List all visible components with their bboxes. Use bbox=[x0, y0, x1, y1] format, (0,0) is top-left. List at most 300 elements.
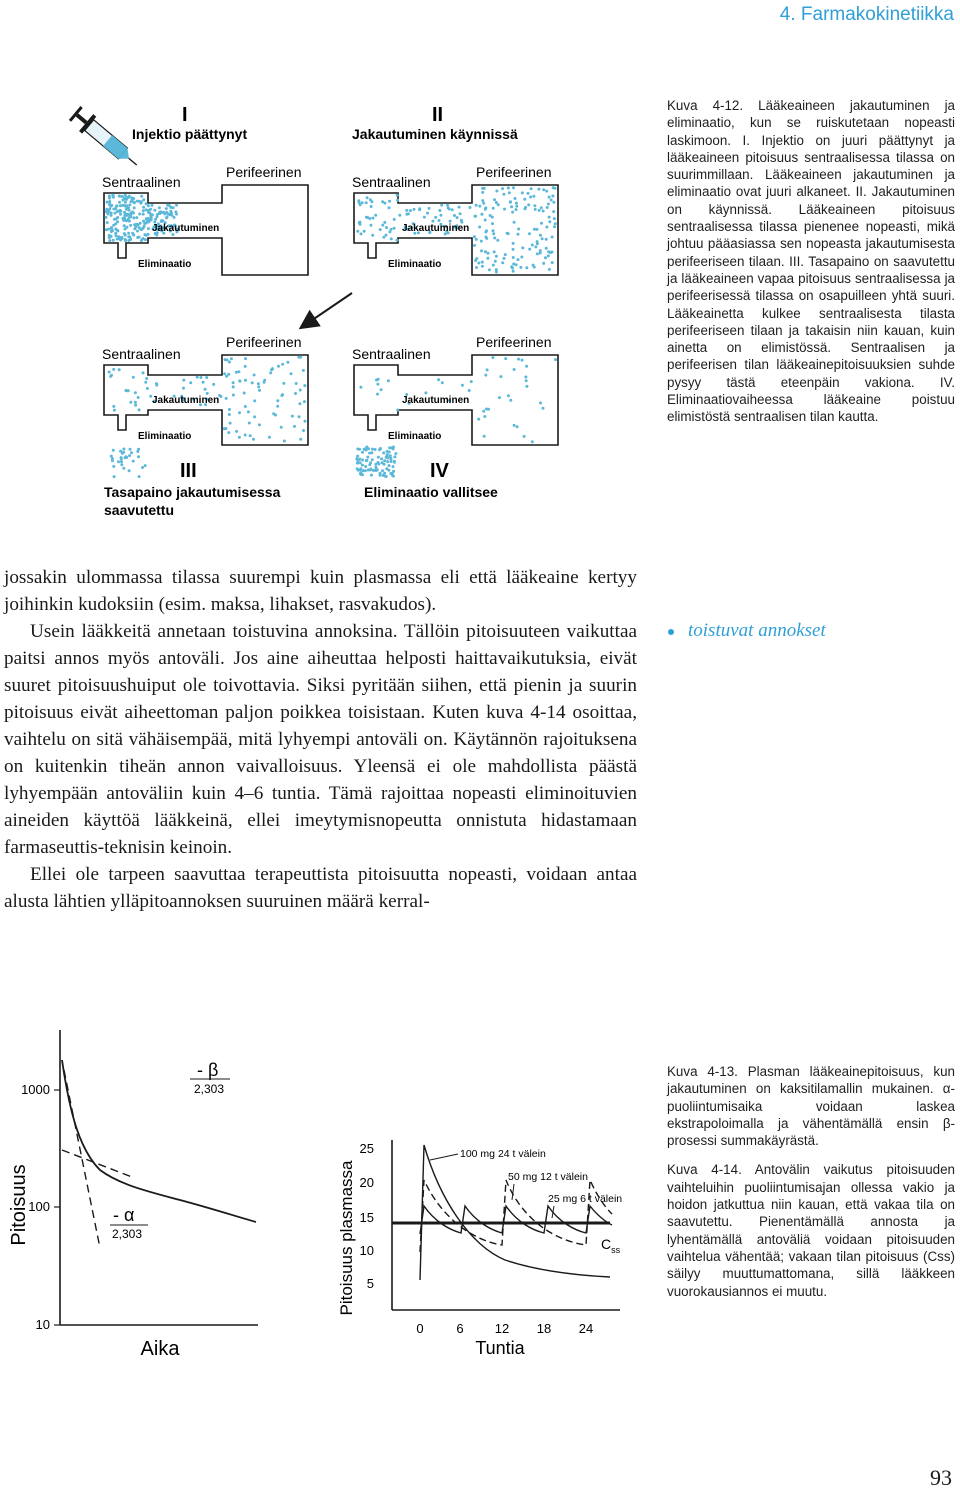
drug-dot bbox=[525, 379, 528, 382]
drug-dot bbox=[361, 459, 364, 462]
panel-iii-peripheral-label: Perifeerinen bbox=[226, 334, 302, 350]
drug-dot bbox=[142, 213, 145, 216]
drug-dot bbox=[503, 208, 506, 211]
drug-dot bbox=[387, 469, 390, 472]
drug-dot bbox=[119, 213, 122, 216]
drug-dot bbox=[140, 228, 143, 231]
drug-dot bbox=[545, 238, 548, 241]
drug-dot bbox=[276, 405, 279, 408]
drug-dot bbox=[147, 209, 150, 212]
drug-dot bbox=[119, 204, 122, 207]
drug-dot bbox=[223, 372, 226, 375]
drug-dot bbox=[389, 457, 392, 460]
drug-dot bbox=[366, 196, 369, 199]
drug-dot bbox=[120, 236, 123, 239]
drug-dot bbox=[112, 208, 115, 211]
fig13-alpha-label: - α bbox=[113, 1205, 135, 1225]
drug-dot bbox=[525, 365, 528, 368]
drug-dot bbox=[553, 225, 556, 228]
drug-dot bbox=[542, 210, 545, 213]
drug-dot bbox=[280, 426, 283, 429]
figure-4-12-compartment-diagram bbox=[0, 95, 660, 530]
drug-dot bbox=[144, 464, 147, 467]
drug-dot bbox=[113, 409, 116, 412]
drug-dot bbox=[132, 216, 135, 219]
drug-dot bbox=[393, 461, 396, 464]
panel-iv-peripheral-label: Perifeerinen bbox=[476, 334, 552, 350]
drug-dot bbox=[361, 451, 364, 454]
drug-dot bbox=[381, 200, 384, 203]
drug-dot bbox=[475, 204, 478, 207]
fig13-beta-extrapolation bbox=[62, 1150, 132, 1177]
drug-dot bbox=[244, 405, 247, 408]
drug-dot bbox=[356, 462, 359, 465]
drug-dot bbox=[523, 435, 526, 438]
drug-dot bbox=[482, 202, 485, 205]
drug-dot bbox=[504, 357, 507, 360]
drug-dot bbox=[128, 454, 131, 457]
drug-dot bbox=[175, 204, 178, 207]
drug-dot bbox=[377, 456, 380, 459]
drug-dot bbox=[409, 209, 412, 212]
drug-dot bbox=[158, 206, 161, 209]
drug-dot bbox=[147, 227, 150, 230]
drug-dot bbox=[202, 381, 205, 384]
drug-dot bbox=[513, 368, 516, 371]
drug-dot bbox=[491, 222, 494, 225]
drug-dot bbox=[225, 397, 228, 400]
drug-dot bbox=[519, 266, 522, 269]
drug-dot bbox=[251, 381, 254, 384]
drug-dot bbox=[113, 475, 116, 478]
drug-dot bbox=[167, 212, 170, 215]
drug-dot bbox=[478, 205, 481, 208]
drug-dot bbox=[135, 216, 138, 219]
drug-dot bbox=[517, 258, 520, 261]
drug-dot bbox=[357, 469, 360, 472]
drug-dot bbox=[438, 219, 441, 222]
drug-dot bbox=[367, 469, 370, 472]
drug-dot bbox=[389, 472, 392, 475]
drug-dot bbox=[517, 233, 520, 236]
drug-dot bbox=[204, 388, 207, 391]
panel-iii-elimination-label: Eliminaatio bbox=[138, 431, 192, 442]
drug-dot bbox=[238, 436, 241, 439]
drug-dot bbox=[257, 385, 260, 388]
body-text bbox=[4, 564, 637, 915]
drug-dot bbox=[394, 452, 397, 455]
drug-dot bbox=[521, 359, 524, 362]
drug-dot bbox=[545, 190, 548, 193]
fig13-x-label: Aika bbox=[140, 1338, 180, 1360]
drug-dot bbox=[235, 430, 238, 433]
drug-dot bbox=[299, 356, 302, 359]
drug-dot bbox=[123, 224, 126, 227]
drug-dot bbox=[554, 187, 557, 190]
drug-dot bbox=[388, 230, 391, 233]
drug-dot bbox=[359, 469, 362, 472]
drug-dot bbox=[110, 212, 113, 215]
drug-dot bbox=[398, 214, 401, 217]
drug-dot bbox=[225, 375, 228, 378]
drug-dot bbox=[142, 206, 145, 209]
panel-i-central-label: Sentraalinen bbox=[102, 174, 181, 190]
drug-dot bbox=[258, 423, 261, 426]
drug-dot bbox=[396, 409, 399, 412]
drug-dot bbox=[134, 401, 137, 404]
drug-dot bbox=[469, 206, 472, 209]
drug-dot bbox=[542, 262, 545, 265]
drug-dot bbox=[228, 408, 231, 411]
drug-dot bbox=[448, 208, 451, 211]
drug-dot bbox=[546, 206, 549, 209]
drug-dot bbox=[112, 449, 115, 452]
drug-dot bbox=[237, 370, 240, 373]
drug-dot bbox=[514, 197, 517, 200]
drug-dot bbox=[118, 201, 121, 204]
drug-dot bbox=[370, 205, 373, 208]
drug-dot bbox=[475, 238, 478, 241]
drug-dot bbox=[437, 378, 440, 381]
drug-dot bbox=[375, 379, 378, 382]
drug-dot bbox=[525, 266, 528, 269]
drug-dot bbox=[424, 391, 427, 394]
drug-dot bbox=[527, 192, 530, 195]
drug-dot bbox=[513, 424, 516, 427]
drug-dot bbox=[138, 213, 141, 216]
drug-dot bbox=[521, 246, 524, 249]
drug-dot bbox=[461, 384, 464, 387]
drug-dot bbox=[495, 271, 498, 274]
drug-dot bbox=[405, 209, 408, 212]
drug-dot bbox=[281, 393, 284, 396]
drug-dot bbox=[499, 375, 502, 378]
drug-dot bbox=[513, 221, 516, 224]
drug-dot bbox=[501, 187, 504, 190]
drug-dot bbox=[385, 475, 388, 478]
drug-dot bbox=[303, 384, 306, 387]
drug-dot bbox=[369, 198, 372, 201]
drug-dot bbox=[115, 205, 118, 208]
drug-dot bbox=[388, 200, 391, 203]
drug-dot bbox=[106, 201, 109, 204]
drug-dot bbox=[512, 263, 515, 266]
fig13-summed-curve bbox=[62, 1060, 256, 1222]
drug-dot bbox=[244, 365, 247, 368]
drug-dot bbox=[140, 239, 143, 242]
drug-dot bbox=[277, 365, 280, 368]
drug-dot bbox=[509, 201, 512, 204]
drug-dot bbox=[112, 368, 115, 371]
drug-dot bbox=[142, 198, 145, 201]
drug-dot bbox=[238, 411, 241, 414]
drug-dot bbox=[268, 436, 271, 439]
drug-dot bbox=[482, 410, 485, 413]
drug-dot bbox=[540, 206, 543, 209]
drug-dot bbox=[302, 429, 305, 432]
drug-dot bbox=[533, 228, 536, 231]
figure-4-13-caption: Kuva 4-13. Plasman lääkeainepitoisuus, kun jakautuminen on kaksitilamallin mukainen. α-puoliintumisaika voidaan laskea ekstrapoloimalla ja vähentämällä ensin β-prosessi summakäyrästä. bbox=[667, 1064, 955, 1149]
drug-dot bbox=[460, 219, 463, 222]
drug-dot bbox=[503, 257, 506, 260]
drug-dot bbox=[493, 198, 496, 201]
drug-dot bbox=[126, 389, 129, 392]
drug-dot bbox=[182, 379, 185, 382]
drug-dot bbox=[175, 213, 178, 216]
drug-dot bbox=[244, 434, 247, 437]
drug-dot bbox=[532, 195, 535, 198]
drug-dot bbox=[428, 207, 431, 210]
drug-dot bbox=[156, 213, 159, 216]
panel-iii-eliminated-dots bbox=[110, 448, 147, 479]
drug-dot bbox=[145, 377, 148, 380]
fig14-legend-50mg: 50 mg 12 t välein bbox=[508, 1171, 588, 1183]
drug-dot bbox=[124, 194, 127, 197]
drug-dot bbox=[379, 228, 382, 231]
panel-i-drug-dots bbox=[105, 194, 179, 243]
drug-dot bbox=[293, 425, 296, 428]
drug-dot bbox=[365, 459, 368, 462]
drug-dot bbox=[531, 440, 534, 443]
drug-dot bbox=[459, 212, 462, 215]
margin-note bbox=[668, 620, 826, 642]
drug-dot bbox=[168, 204, 171, 207]
drug-dot bbox=[364, 465, 367, 468]
drug-dot bbox=[512, 256, 515, 259]
drug-dot bbox=[129, 224, 132, 227]
drug-dot bbox=[368, 217, 371, 220]
drug-dot bbox=[386, 453, 389, 456]
drug-dot bbox=[304, 420, 307, 423]
drug-dot bbox=[107, 228, 110, 231]
drug-dot bbox=[299, 389, 302, 392]
drug-dot bbox=[520, 256, 523, 259]
drug-dot bbox=[133, 206, 136, 209]
drug-dot bbox=[155, 384, 158, 387]
drug-dot bbox=[127, 232, 130, 235]
drug-dot bbox=[382, 474, 385, 477]
panel-i-roman: I bbox=[182, 104, 188, 126]
margin-note-text: toistuvat annokset bbox=[688, 620, 826, 641]
drug-dot bbox=[230, 357, 233, 360]
drug-dot bbox=[130, 451, 133, 454]
fig13-beta-denominator: 2,303 bbox=[194, 1082, 225, 1096]
drug-dot bbox=[358, 458, 361, 461]
drug-dot bbox=[252, 438, 255, 441]
drug-dot bbox=[529, 196, 532, 199]
drug-dot bbox=[139, 222, 142, 225]
drug-dot bbox=[108, 197, 111, 200]
drug-dot bbox=[483, 435, 486, 438]
drug-dot bbox=[131, 211, 134, 214]
drug-dot bbox=[361, 464, 364, 467]
drug-dot bbox=[481, 261, 484, 264]
drug-dot bbox=[551, 261, 554, 264]
drug-dot bbox=[495, 190, 498, 193]
drug-dot bbox=[484, 231, 487, 234]
drug-dot bbox=[382, 451, 385, 454]
drug-dot bbox=[249, 434, 252, 437]
drug-dot bbox=[478, 226, 481, 229]
drug-dot bbox=[483, 415, 486, 418]
drug-dot bbox=[294, 392, 297, 395]
drug-dot bbox=[291, 415, 294, 418]
drug-dot bbox=[122, 448, 125, 451]
drug-dot bbox=[253, 374, 256, 377]
figure-4-13-log-plot bbox=[0, 1020, 270, 1365]
drug-dot bbox=[205, 376, 208, 379]
drug-dot bbox=[512, 186, 515, 189]
drug-dot bbox=[147, 233, 150, 236]
drug-dot bbox=[536, 242, 539, 245]
drug-dot bbox=[257, 382, 260, 385]
drug-dot bbox=[125, 208, 128, 211]
drug-dot bbox=[487, 252, 490, 255]
drug-dot bbox=[173, 216, 176, 219]
drug-dot bbox=[375, 468, 378, 471]
drug-dot bbox=[492, 264, 495, 267]
fig14-x-tick-12: 12 bbox=[494, 1321, 510, 1336]
fig14-y-tick-25: 25 bbox=[359, 1141, 374, 1156]
drug-dot bbox=[487, 408, 490, 411]
panel-iv-eliminated-dots bbox=[355, 446, 397, 479]
drug-dot bbox=[383, 221, 386, 224]
panel-ii-distribution-label: Jakautuminen bbox=[402, 223, 470, 234]
drug-dot bbox=[128, 236, 131, 239]
panel-iv-roman: IV bbox=[430, 460, 449, 482]
drug-dot bbox=[501, 261, 504, 264]
drug-dot bbox=[363, 230, 366, 233]
drug-dot bbox=[548, 216, 551, 219]
drug-dot bbox=[212, 383, 215, 386]
drug-dot bbox=[477, 262, 480, 265]
drug-dot bbox=[468, 389, 471, 392]
drug-dot bbox=[150, 213, 153, 216]
drug-dot bbox=[551, 195, 554, 198]
drug-dot bbox=[376, 383, 379, 386]
fig14-x-label: Tuntia bbox=[475, 1338, 525, 1358]
drug-dot bbox=[122, 204, 125, 207]
drug-dot bbox=[516, 425, 519, 428]
drug-dot bbox=[189, 381, 192, 384]
drug-dot bbox=[382, 236, 385, 239]
drug-dot bbox=[232, 394, 235, 397]
panel-ii-elimination-label: Eliminaatio bbox=[388, 259, 442, 270]
drug-dot bbox=[388, 206, 391, 209]
drug-dot bbox=[545, 247, 548, 250]
figure-4-12-caption: Kuva 4-12. Lääkeaineen jakautuminen ja eliminaatio, kun se ruiskutetaan nopeasti laskimoon. I. Injektio on juuri päättynyt ja lääkeaineen pitoisuus sentraalisessa tilassa on suurimmillaan. Lääkeaineen jakautuminen ja eliminaatio ovat juuri alkaneet. II. Jakautuminen on käynnissä. Lääkeaineen pitoisuus sentraalisessa tilassa pienenee nopeasti, mikä johtuu pääasiassa sen nopeasta jakautumisesta perifeeriseen tilaan. III. Tasapaino on saavutettu ja lääkeaineen vapaa pitoisuus sentraalisessa ja perifeerisessä tilassa on osapuilleen yhtä suuri. Lääkeainetta kulkee sentraalisesta tilasta perifeeriseen tilaan ja takaisin niin kauan, kuin ainetta on elimistössä. Sentraalisen ja perifeerisen tilan lääkeainepitoisuuksien suhde pysyy tästä eteenpäin vakiona. IV. Eliminaatiovaiheessa lääkeaine poistuu elimistöstä sentraalisen tilan kautta. bbox=[667, 98, 955, 425]
drug-dot bbox=[106, 221, 109, 224]
panel-iv-title: Eliminaatio vallitsee bbox=[364, 484, 498, 500]
drug-dot bbox=[484, 250, 487, 253]
drug-dot bbox=[386, 460, 389, 463]
drug-dot bbox=[142, 209, 145, 212]
drug-dot bbox=[134, 391, 137, 394]
drug-dot bbox=[243, 392, 246, 395]
bullet-icon bbox=[668, 629, 674, 635]
drug-dot bbox=[276, 399, 279, 402]
drug-dot bbox=[534, 245, 537, 248]
drug-dot bbox=[302, 369, 305, 372]
drug-dot bbox=[381, 461, 384, 464]
drug-dot bbox=[392, 465, 395, 468]
fig14-legend-25mg: 25 mg 6 t välein bbox=[548, 1193, 623, 1205]
fig14-x-tick-18: 18 bbox=[536, 1321, 552, 1336]
drug-dot bbox=[117, 460, 120, 463]
fig14-y-label: Pitoisuus plasmassa bbox=[337, 1160, 356, 1316]
drug-dot bbox=[492, 207, 495, 210]
drug-dot bbox=[163, 212, 166, 215]
drug-dot bbox=[370, 474, 373, 477]
drug-dot bbox=[359, 386, 362, 389]
drug-dot bbox=[550, 199, 553, 202]
drug-dot bbox=[504, 253, 507, 256]
drug-dot bbox=[108, 203, 111, 206]
drug-dot bbox=[473, 244, 476, 247]
drug-dot bbox=[369, 224, 372, 227]
drug-dot bbox=[554, 222, 557, 225]
drug-dot bbox=[396, 239, 399, 242]
drug-dot bbox=[248, 422, 251, 425]
drug-dot bbox=[517, 358, 520, 361]
drug-dot bbox=[365, 201, 368, 204]
drug-dot bbox=[533, 204, 536, 207]
drug-dot bbox=[238, 379, 241, 382]
panel-iii-central-label: Sentraalinen bbox=[102, 346, 181, 362]
drug-dot bbox=[524, 206, 527, 209]
drug-dot bbox=[423, 216, 426, 219]
drug-dot bbox=[147, 204, 150, 207]
drug-dot bbox=[356, 455, 359, 458]
drug-dot bbox=[114, 228, 117, 231]
drug-dot bbox=[387, 379, 390, 382]
panel-ii-roman: II bbox=[432, 104, 444, 126]
drug-dot bbox=[511, 211, 514, 214]
drug-dot bbox=[274, 414, 277, 417]
drug-dot bbox=[110, 230, 113, 233]
drug-dot bbox=[545, 226, 548, 229]
drug-dot bbox=[123, 233, 126, 236]
drug-dot bbox=[386, 450, 389, 453]
drug-dot bbox=[451, 208, 454, 211]
drug-dot bbox=[434, 216, 437, 219]
drug-dot bbox=[144, 381, 147, 384]
drug-dot bbox=[486, 257, 489, 260]
drug-dot bbox=[507, 394, 510, 397]
panel-iii-roman: III bbox=[180, 460, 197, 482]
fig14-curve-50mg bbox=[420, 1180, 612, 1252]
body-paragraph-3: Ellei ole tarpeen saavuttaa terapeuttista pitoisuutta nopeasti, voidaan antaa alusta lähtien ylläpitoannoksen suuruinen määrä kerral- bbox=[4, 864, 637, 912]
fig13-tick-label-10: 10 bbox=[35, 1317, 50, 1332]
drug-dot bbox=[475, 266, 478, 269]
drug-dot bbox=[521, 191, 524, 194]
panel-iii-title-line1: Tasapaino jakautumisessa bbox=[104, 484, 281, 500]
drug-dot bbox=[486, 368, 489, 371]
drug-dot bbox=[508, 191, 511, 194]
fig14-css-label bbox=[601, 1236, 621, 1255]
drug-dot bbox=[453, 214, 456, 217]
drug-dot bbox=[481, 199, 484, 202]
drug-dot bbox=[481, 265, 484, 268]
drug-dot bbox=[141, 466, 144, 469]
drug-dot bbox=[138, 475, 141, 478]
drug-dot bbox=[418, 208, 421, 211]
drug-dot bbox=[136, 230, 139, 233]
panel-i-title: Injektio päättynyt bbox=[132, 126, 248, 142]
drug-dot bbox=[493, 237, 496, 240]
drug-dot bbox=[295, 382, 298, 385]
drug-dot bbox=[368, 452, 371, 455]
